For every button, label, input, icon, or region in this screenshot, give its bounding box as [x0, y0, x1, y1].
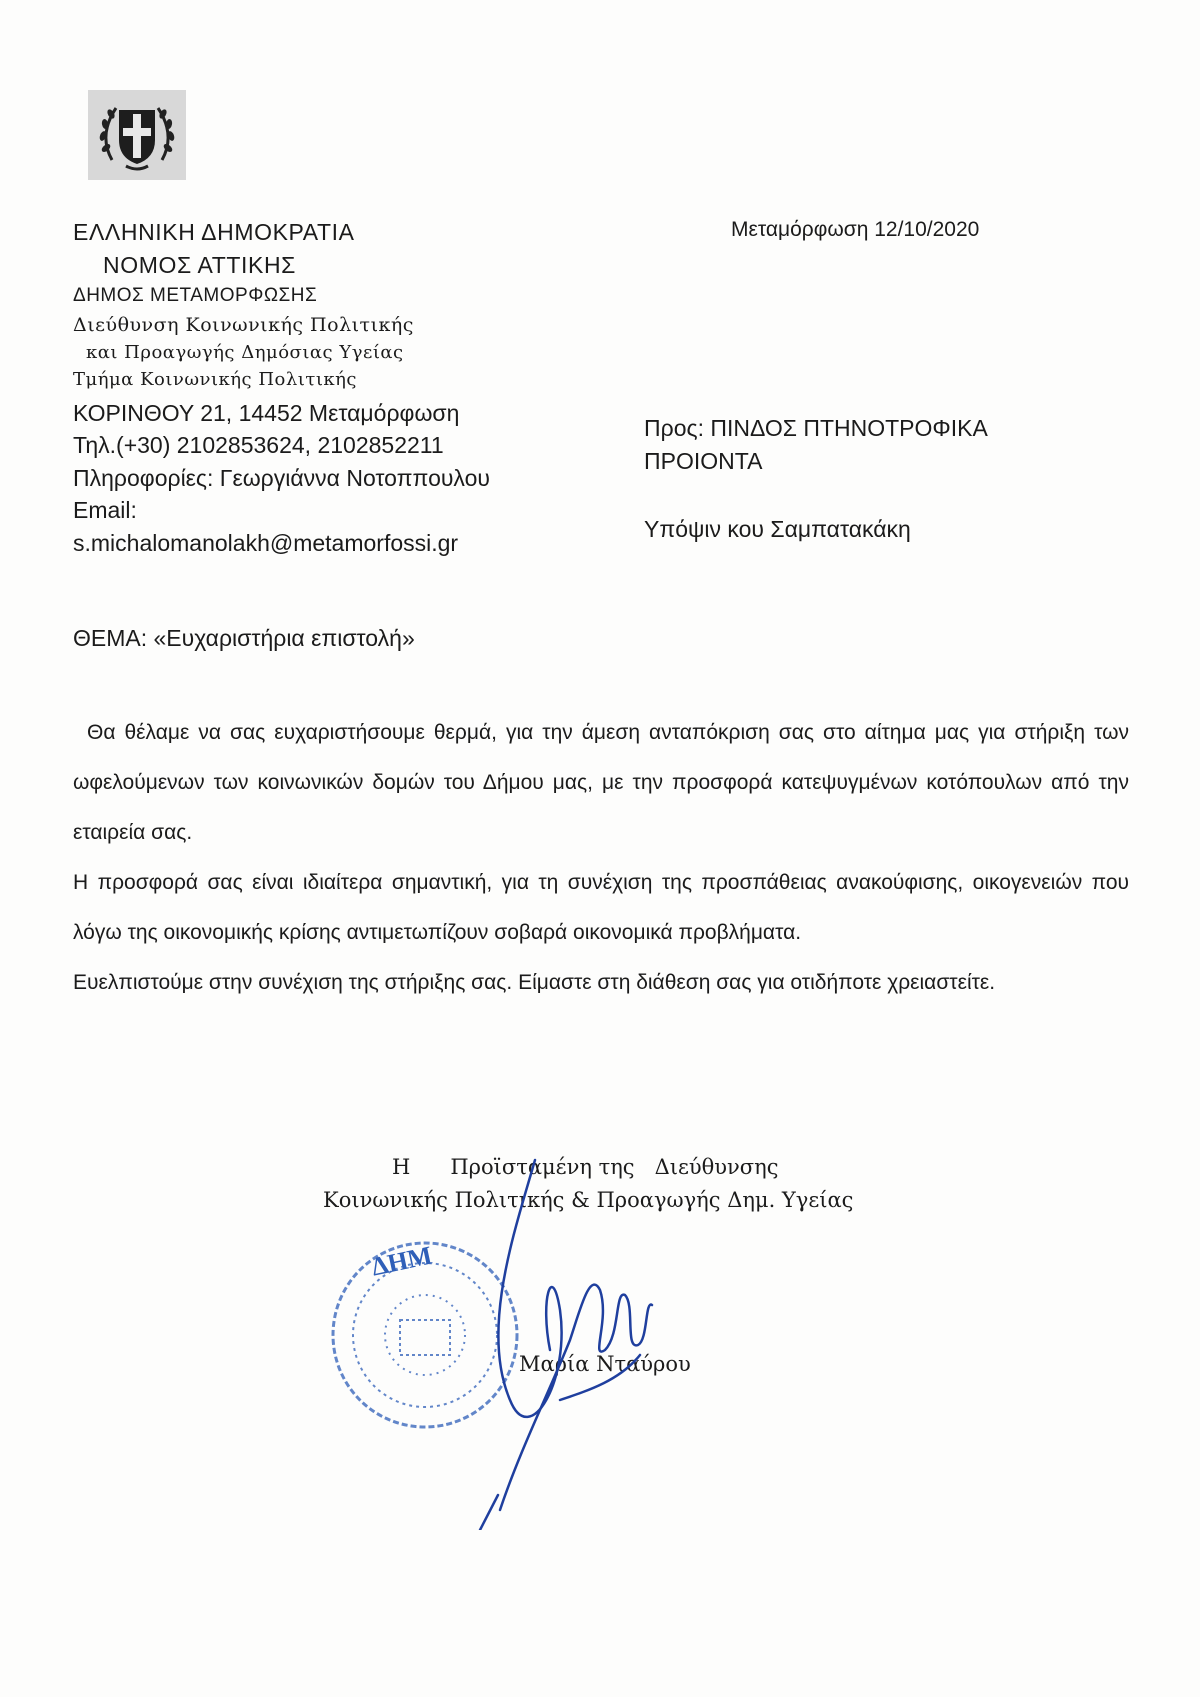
header-address: ΚΟΡΙΝΘΟΥ 21, 14452 Μεταμόρφωση: [73, 400, 460, 426]
letter-body: [73, 708, 1129, 1008]
signature-title-line-1: Η Προϊσταμένη της Διεύθυνσης: [392, 1155, 779, 1179]
header-department: Τμήμα Κοινωνικής Πολιτικής: [73, 369, 357, 390]
body-paragraph-2: Η προσφορά σας είναι ιδιαίτερα σημαντική, για τη συνέχιση της προσπάθειας ανακούφισης, οικογενειών που λόγω της οικονομικής κρίσης αντιμετωπίζουν σοβαρά οικονομικά προβλήματα.: [73, 871, 1129, 944]
letter-date: Μεταμόρφωση 12/10/2020: [731, 218, 980, 241]
recipient-line-2: ΠΡΟΙΟΝΤΑ: [644, 448, 763, 474]
body-paragraph-1: Θα θέλαμε να σας ευχαριστήσουμε θερμά, για την άμεση ανταπόκριση σας στο αίτημα μας για στήριξη των ωφελούμενων των κοινωνικών δομών του Δήμου μας, με την προσφορά κατεψυγμένων κοτόπουλων από την εταιρεία σας.: [73, 721, 1129, 844]
header-phone: Τηλ.(+30) 2102853624, 2102852211: [73, 432, 444, 458]
header-email: s.michalomanolakh@metamorfossi.gr: [73, 530, 459, 556]
signatory-name: Μαρία Νταύρου: [519, 1352, 691, 1376]
recipient-line-1: Προς: ΠΙΝΔΟΣ ΠΤΗΝΟΤΡΟΦΙΚΑ: [644, 415, 988, 441]
stamp-text: ΔΗΜ: [368, 1240, 435, 1282]
coat-of-arms-icon: [88, 90, 186, 180]
header-country: ΕΛΛΗΝΙΚΗ ΔΗΜΟΚΡΑΤΙΑ: [73, 219, 355, 245]
letter-subject: ΘΕΜΑ: «Ευχαριστήρια επιστολή»: [73, 625, 415, 651]
header-info: Πληροφορίες: Γεωργιάννα Νοτοππουλου: [73, 465, 490, 491]
body-paragraph-3: Ευελπιστούμε στην συνέχιση της στήριξης σας. Είμαστε στη διάθεση σας για οτιδήποτε χρειαστείτε.: [73, 971, 996, 994]
header-prefecture: ΝΟΜΟΣ ΑΤΤΙΚΗΣ: [103, 252, 296, 278]
recipient-attention: Υπόψιν κου Σαμπατακάκη: [644, 516, 911, 542]
header-directorate: Διεύθυνση Κοινωνικής Πολιτικής: [73, 314, 414, 336]
signature-title-line-2: Κοινωνικής Πολιτικής & Προαγωγής Δημ. Υγείας: [323, 1188, 854, 1212]
header-email-label: Email:: [73, 497, 137, 523]
header-directorate-cont: και Προαγωγής Δημόσιας Υγείας: [86, 342, 404, 363]
header-municipality: ΔΗΜΟΣ ΜΕΤΑΜΟΡΦΩΣΗΣ: [73, 285, 318, 306]
handwritten-signature: [440, 1150, 700, 1530]
